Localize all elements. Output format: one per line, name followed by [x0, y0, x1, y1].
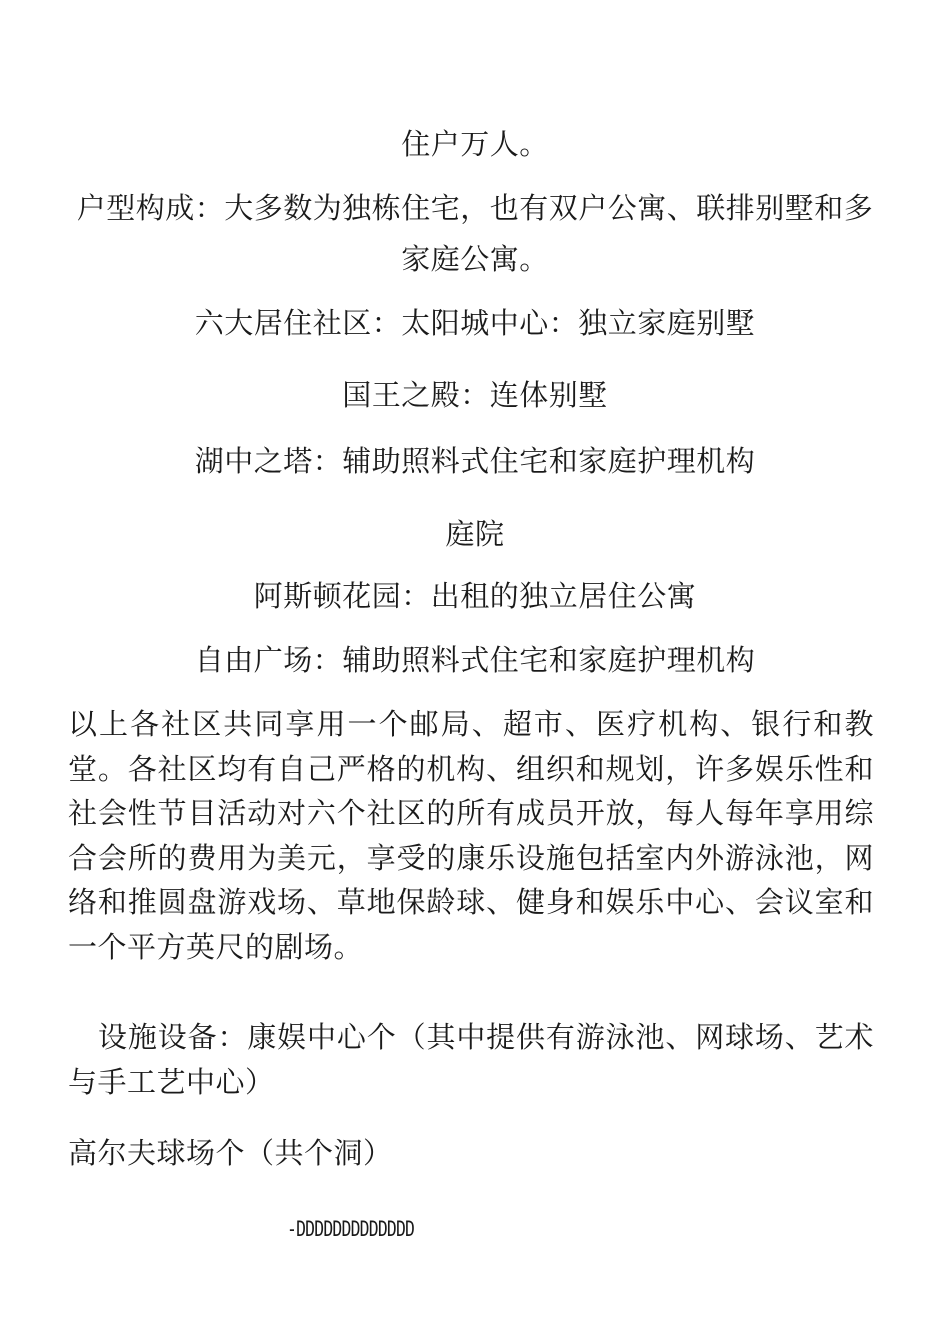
community-aston-garden: 阿斯顿花园：出租的独立居住公寓 [253, 579, 697, 613]
residents-line: 住户万人。 [401, 127, 549, 161]
facilities-paragraph: 设施设备：康娱中心个（其中提供有游泳池、网球场、艺术与手工艺中心） [68, 1020, 874, 1099]
footer-mark: -DDDDDDDDDDDDD [287, 1217, 415, 1241]
shared-facilities-paragraph: 以上各社区共同享用一个邮局、超市、医疗机构、银行和教堂。各社区均有自己严格的机构、组织和规划，许多娱乐性和社会性节目活动对六个社区的所有成员开放，每人每年享用综合会所的费用为美元，享受的康乐设施包括室内外游泳池，网络和推圆盘游戏场、草地保龄球、健身和娱乐中心、会议室和一个平方英尺的剧场。 [68, 707, 874, 964]
community-freedom-plaza: 自由广场：辅助照料式住宅和家庭护理机构 [194, 643, 756, 677]
golf-line: 高尔夫球场个（共个洞） [68, 1136, 393, 1170]
community-sun-city: 六大居住社区：太阳城中心：独立家庭别墅 [194, 306, 756, 340]
community-courtyard: 庭院 [445, 517, 505, 551]
housing-type-line-2: 家庭公寓。 [401, 242, 549, 276]
housing-type-line-1: 户型构成：大多数为独栋住宅，也有双户公寓、联排别墅和多 [76, 191, 874, 225]
community-lake-tower: 湖中之塔：辅助照料式住宅和家庭护理机构 [194, 444, 756, 478]
community-kings-palace: 国王之殿：连体别墅 [342, 378, 608, 412]
